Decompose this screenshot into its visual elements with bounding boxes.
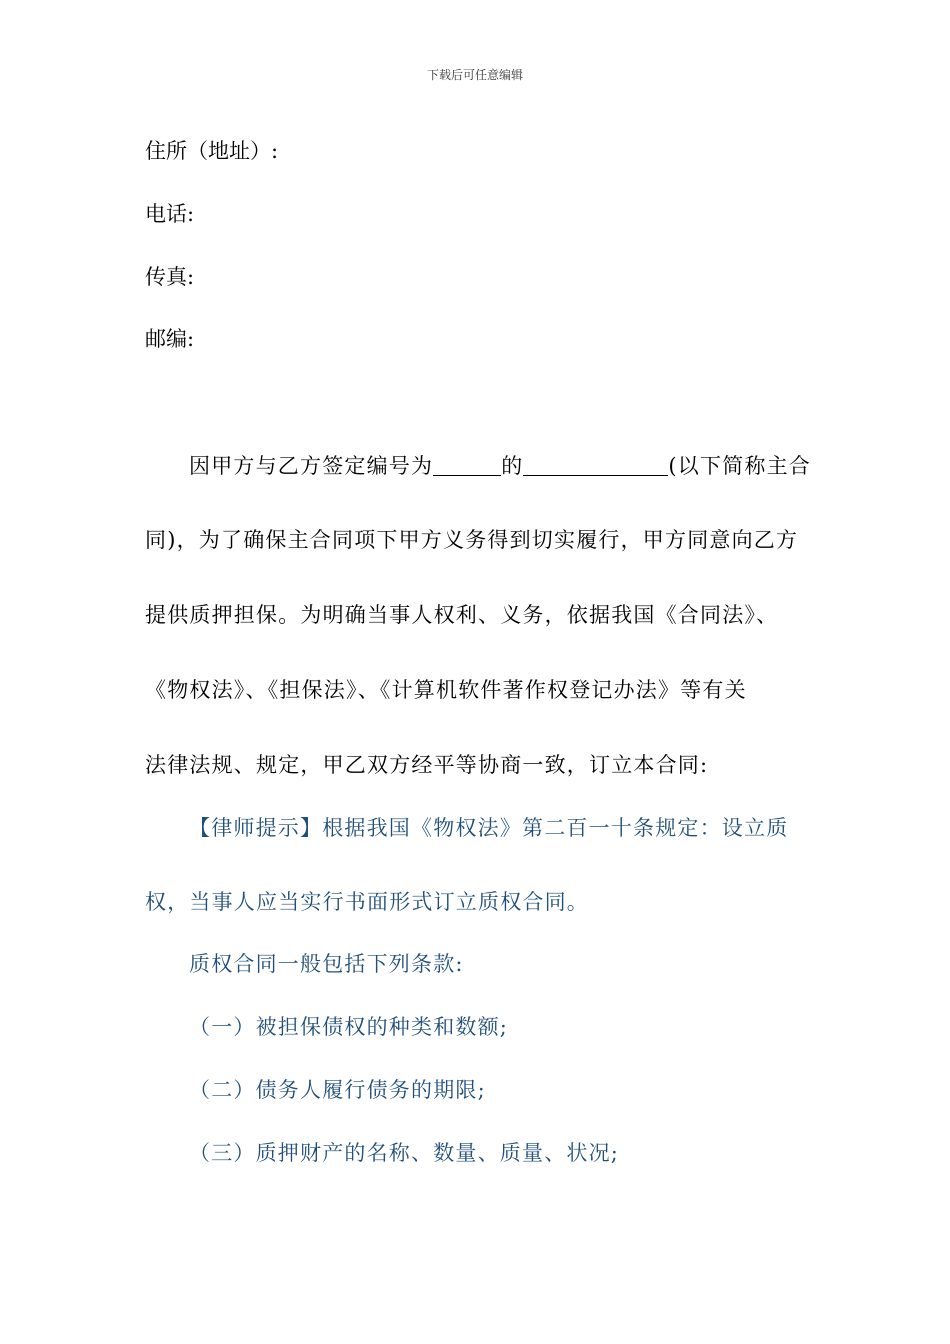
contract-name-blank	[523, 453, 668, 476]
contract-number-blank	[433, 453, 501, 476]
contract-term-item: （二）债务人履行债务的期限;	[189, 1078, 486, 1102]
lawyer-tip-line-2: 权，当事人应当实行书面形式订立质权合同。	[145, 890, 589, 914]
preamble-text-c: (以下简称主合	[668, 454, 811, 478]
page-header: 下载后可任意编辑	[426, 68, 523, 82]
postcode-field-label: 邮编:	[145, 327, 195, 351]
contract-term-item: （三）质押财产的名称、数量、质量、状况;	[189, 1141, 620, 1165]
address-field-label: 住所（地址）:	[145, 139, 279, 163]
preamble-text-a: 因甲方与乙方签定编号为	[189, 454, 434, 478]
preamble-text-b: 的	[501, 454, 524, 478]
contract-term-item: （一）被担保债权的种类和数额;	[189, 1015, 509, 1039]
preamble-line-5: 法律法规、规定，甲乙双方经平等协商一致，订立本合同:	[145, 753, 709, 777]
phone-field-label: 电话:	[145, 202, 195, 226]
contract-terms-intro: 质权合同一般包括下列条款:	[189, 952, 464, 976]
preamble-line-1	[145, 450, 811, 480]
preamble-line-4: 《物权法》、《担保法》、《计算机软件著作权登记办法》等有关	[145, 678, 747, 702]
preamble-line-3: 提供质押担保。为明确当事人权利、义务，依据我国《合同法》、	[145, 603, 779, 627]
lawyer-tip-line-1: 【律师提示】根据我国《物权法》第二百一十条规定：设立质	[189, 816, 789, 840]
preamble-line-2: 同)，为了确保主合同项下甲方义务得到切实履行，甲方同意向乙方	[145, 528, 799, 552]
fax-field-label: 传真:	[145, 265, 195, 289]
